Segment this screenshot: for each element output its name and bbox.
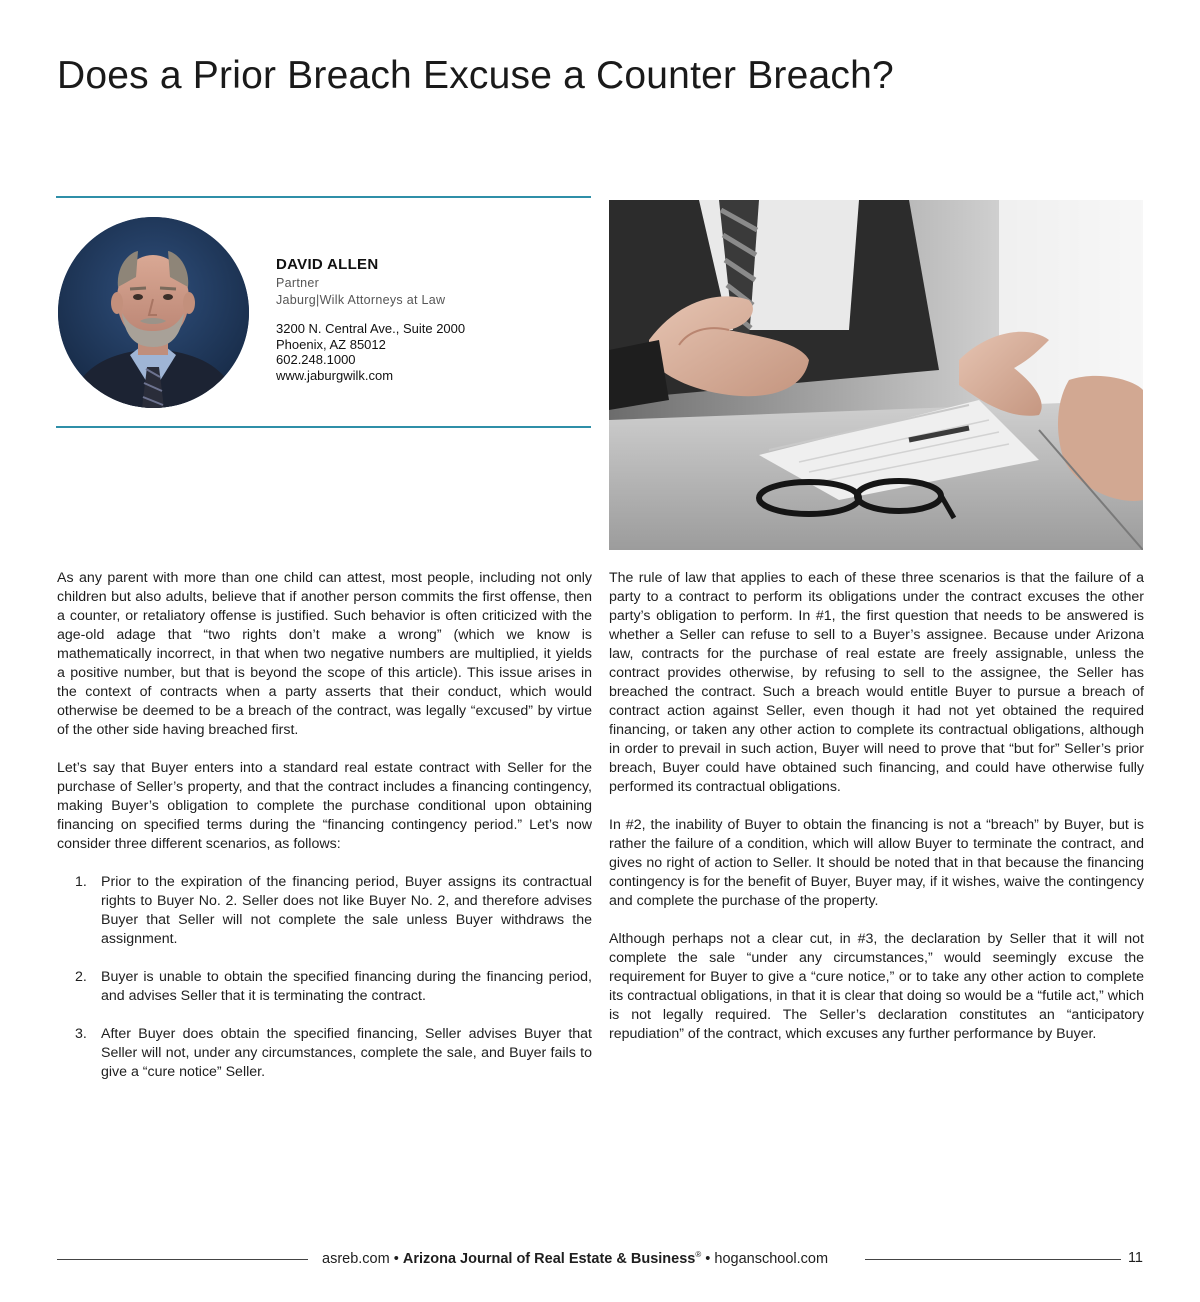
footer-rule-left — [57, 1259, 308, 1260]
scenario-list — [57, 873, 592, 1082]
list-item — [57, 873, 592, 949]
article-photo — [609, 200, 1143, 550]
article-column-right — [609, 569, 1144, 1063]
divider-bottom — [56, 426, 591, 428]
paragraph: Although perhaps not a clear cut, in #3, the declaration by Seller that it will not complete the sale “under any circumstances,” would seemingly excuse the requirement for Buyer to give a “cure notice,” or to take any other action to complete its contractual obligations, in that it is clear that doing so would be a “futile act,” which is not legally required. The Seller’s declaration constitutes an “anticipatory repudiation” of the contract, which excuses any further performance by Buyer. — [609, 931, 1144, 1042]
author-role: Partner — [276, 276, 320, 290]
footer-site-asreb[interactable]: asreb.com — [322, 1250, 390, 1267]
page-footer — [57, 1247, 1143, 1271]
address-line2: Phoenix, AZ 85012 — [276, 336, 386, 352]
list-number: 2. — [75, 969, 87, 985]
author-portrait-image — [58, 217, 249, 408]
paragraph: As any parent with more than one child can attest, most people, including not only children but also adults, believe that if another person commits the first offense, then a counter, or retaliatory offense is justified. Such behavior is often criticized with the age-old adage that “two rights don’t make a wrong” (which we know is mathematically incorrect, in that when two negative numbers are multiplied, it yields a positive number, but that is beyond the scope of this article). This issue arises in the context of contracts when a party asserts that their conduct, which would otherwise be deemed to be a breach of the contract, was legally “excused” by virtue of the other side having breached first. — [57, 570, 592, 738]
article-column-left — [57, 569, 592, 1101]
divider-top — [56, 196, 591, 198]
footer-separator: • — [393, 1250, 399, 1267]
registered-mark: ® — [695, 1250, 702, 1259]
author-firm: Jaburg|Wilk Attorneys at Law — [276, 293, 446, 307]
list-text: After Buyer does obtain the specified financing, Seller advises Buyer that Seller will not, under any circumstances, complete the sale, and Buyer fails to give a “cure notice” Seller. — [101, 1026, 592, 1080]
list-text: Buyer is unable to obtain the specified financing during the financing period, and advises Seller that it is terminating the contract. — [101, 969, 592, 1004]
article-title: Does a Prior Breach Excuse a Counter Breach? — [57, 54, 894, 97]
author-info — [276, 256, 576, 383]
contract-meeting-image — [609, 200, 1143, 550]
list-item — [57, 968, 592, 1006]
list-number: 3. — [75, 1026, 87, 1042]
footer-site-hoganschool[interactable]: hoganschool.com — [714, 1250, 829, 1267]
paragraph: Let’s say that Buyer enters into a standard real estate contract with Seller for the purchase of Seller’s property, and that the contract includes a financing contingency, making Buyer’s obligation to complete the purchase conditional upon obtaining financing on specified terms during the “financing contingency period.” Let’s now consider three different scenarios, as follows: — [57, 760, 592, 852]
list-number: 1. — [75, 874, 87, 890]
footer-separator: • — [705, 1250, 711, 1267]
footer-journal-name: Arizona Journal of Real Estate & Business — [402, 1250, 696, 1267]
author-photo — [58, 217, 249, 408]
author-name: DAVID ALLEN — [276, 256, 379, 273]
list-item — [57, 1025, 592, 1082]
list-text: Prior to the expiration of the financing period, Buyer assigns its contractual rights to Buyer No. 2. Seller does not like Buyer No. 2, and therefore advises Buyer that Seller will not complete the sale unless Buyer withdraws the assignment. — [101, 874, 592, 947]
paragraph: In #2, the inability of Buyer to obtain the financing is not a “breach” by Buyer, but is rather the failure of a condition, which will allow Buyer to terminate the contract, and gives no right of action to Seller. It should be noted that in that because the financing contingency is for the benefit of Buyer, Buyer may, if it wishes, waive the contingency and complete the purchase of the property. — [609, 817, 1144, 909]
website-link[interactable]: www.jaburgwilk.com — [276, 367, 394, 383]
footer-text — [322, 1250, 828, 1267]
paragraph: The rule of law that applies to each of these three scenarios is that the failure of a party to a contract to perform its obligations under the contract excuses the other party’s obligation to perform. In #1, the first question that needs to be answered is whether a Seller can refuse to sell to a Buyer’s assignee. Because under Arizona law, contracts for the purchase of real estate are freely assignable, unless the contract provides otherwise, by refusing to sell to the assignee, the Seller has breached the contract. Such a breach would entitle Buyer to pursue a breach of contract action against Seller, even though it had not yet obtained the required financing, or taken any other action to complete its contractual obligations, although in order to prevail in such action, Buyer will need to prove that “but for” Seller’s prior breach, Buyer could have obtained such financing, and could have otherwise fully performed its contractual obligations. — [609, 570, 1144, 795]
phone-number: 602.248.1000 — [276, 352, 356, 367]
footer-rule-right — [865, 1259, 1121, 1260]
address-line1: 3200 N. Central Ave., Suite 2000 — [276, 321, 466, 336]
author-contact — [276, 321, 576, 383]
page-number: 11 — [1127, 1250, 1143, 1266]
